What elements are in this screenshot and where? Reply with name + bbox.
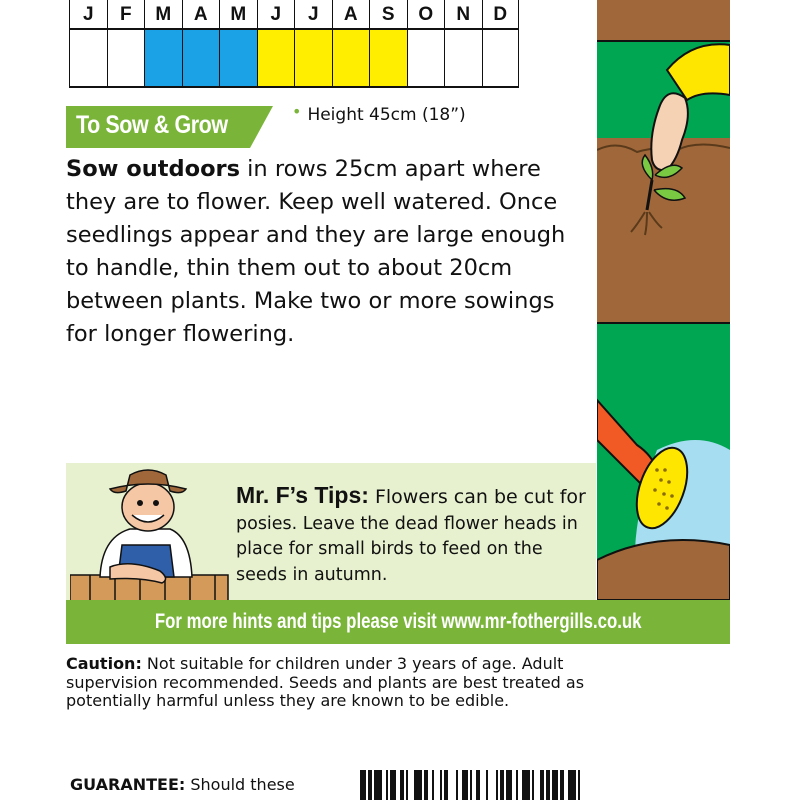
guarantee-text: Should these (185, 775, 295, 794)
sowing-calendar (69, 0, 519, 88)
barcode-bar (440, 770, 442, 800)
calendar-month-5: M (219, 0, 257, 30)
calendar-month-11: N (444, 0, 482, 30)
guarantee-label: GUARANTEE: (70, 775, 186, 794)
barcode-bar (496, 770, 498, 800)
calendar-month-4: A (182, 0, 220, 30)
height-text: Height 45cm (18”) (307, 105, 466, 125)
barcode-bar (532, 770, 534, 800)
tips-lead: Flowers can be cut for (368, 486, 586, 508)
mr-f-mascot-icon (70, 467, 230, 605)
sow-grow-banner-label: To Sow & Grow (76, 111, 228, 139)
bullet-icon: • (292, 102, 302, 121)
barcode-bar (414, 770, 422, 800)
tips-title: Mr. F’s Tips: (236, 482, 369, 508)
calendar-cell-10 (407, 30, 445, 88)
hints-band (66, 600, 730, 644)
barcode-bar (462, 770, 468, 800)
calendar-month-1: J (69, 0, 107, 30)
calendar-color-row (69, 30, 519, 88)
calendar-cell-6 (257, 30, 295, 88)
calendar-cell-2 (107, 30, 145, 88)
barcode-bar (578, 770, 580, 800)
barcode-bar (424, 770, 428, 800)
barcode-bar (552, 770, 558, 800)
barcode-bar (560, 770, 564, 800)
barcode (360, 770, 710, 800)
sow-instructions-lead: Sow outdoors (66, 156, 241, 182)
calendar-month-12: D (482, 0, 520, 30)
barcode-bar (360, 770, 366, 800)
barcode-bar (568, 770, 576, 800)
barcode-bar (522, 770, 530, 800)
calendar-cell-12 (482, 30, 520, 88)
calendar-month-9: S (369, 0, 407, 30)
caution-label: Caution: (66, 654, 142, 673)
calendar-cell-4 (182, 30, 220, 88)
tips-text (236, 483, 586, 588)
calendar-cell-11 (444, 30, 482, 88)
barcode-bar (486, 770, 488, 800)
hints-link[interactable]: For more hints and tips please visit www.mr-fothergills.co.uk (154, 610, 642, 633)
height-note (292, 102, 466, 125)
caution-text: Not suitable for children under 3 years of age. Adult supervision recommended. Seeds and plants are best treated as potentially harmful unless they are known to be edible. (66, 654, 585, 710)
tips-body: posies. Leave the dead flower heads in place for small birds to feed on the seeds in autumn. (236, 513, 578, 585)
calendar-cell-5 (219, 30, 257, 88)
barcode-bar (400, 770, 404, 800)
growing-illustration-strip (597, 0, 730, 600)
barcode-bar (368, 770, 372, 800)
calendar-cell-8 (332, 30, 370, 88)
calendar-cell-7 (294, 30, 332, 88)
calendar-month-row (69, 0, 519, 30)
calendar-cell-1 (69, 30, 107, 88)
calendar-month-2: F (107, 0, 145, 30)
sow-grow-banner (66, 106, 273, 148)
calendar-month-6: J (257, 0, 295, 30)
barcode-bar (374, 770, 382, 800)
barcode-bar (476, 770, 480, 800)
calendar-month-10: O (407, 0, 445, 30)
barcode-bar (386, 770, 388, 800)
tips-box (66, 463, 596, 600)
barcode-bar (444, 770, 448, 800)
barcode-bar (540, 770, 544, 800)
sow-instructions-body: in rows 25cm apart where they are to flower. Keep well watered. Once seedlings appear and they are large enough to handle, thin them out to about 20cm between plants. Make two or more sowings for longer flowering. (66, 156, 566, 347)
barcode-bar (390, 770, 396, 800)
caution-note (66, 655, 586, 711)
calendar-cell-3 (144, 30, 182, 88)
barcode-bar (546, 770, 550, 800)
barcode-bar (456, 770, 458, 800)
calendar-month-7: J (294, 0, 332, 30)
calendar-month-8: A (332, 0, 370, 30)
barcode-bar (432, 770, 434, 800)
barcode-bar (516, 770, 518, 800)
sow-instructions (66, 153, 590, 351)
barcode-bar (500, 770, 504, 800)
calendar-month-3: M (144, 0, 182, 30)
barcode-bar (470, 770, 472, 800)
barcode-bar (506, 770, 512, 800)
barcode-bar (406, 770, 408, 800)
guarantee-note (70, 775, 340, 800)
calendar-cell-9 (369, 30, 407, 88)
